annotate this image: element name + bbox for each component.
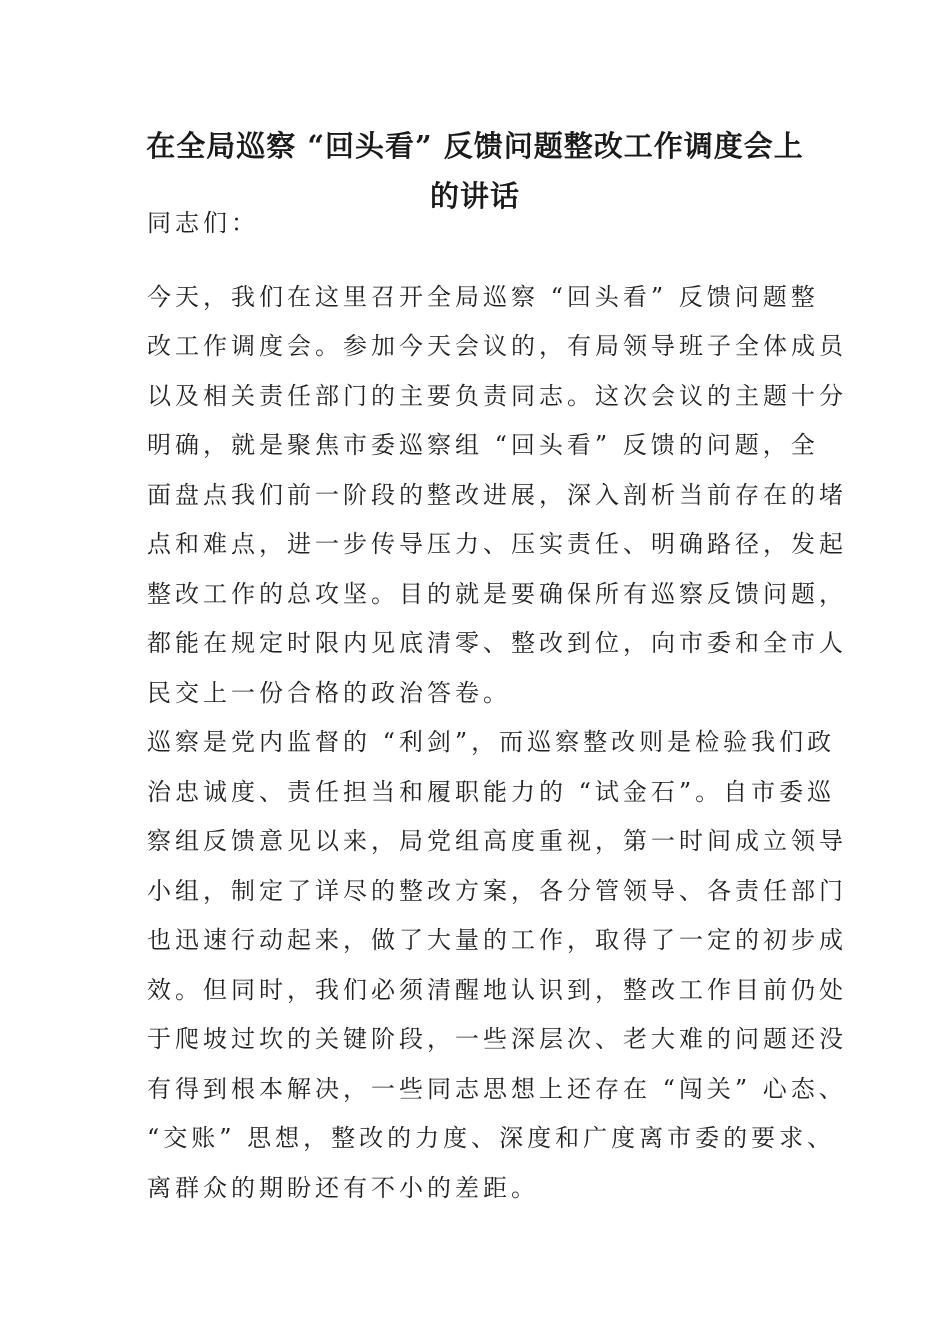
text-line: 有得到根本解决，一些同志思想上还存在 “闯关” 心态、 xyxy=(147,1075,847,1103)
document-title-line-2: 的讲话 xyxy=(429,179,520,213)
text-line: 离群众的期盼还有不小的差距。 xyxy=(147,1174,539,1202)
text-line: 改工作调度会。参加今天会议的，有局领导班子全体成员 xyxy=(147,332,847,360)
text-line: 以及相关责任部门的主要负责同志。这次会议的主题十分 xyxy=(147,382,847,410)
text-line: 面盘点我们前一阶段的整改进展，深入剖析当前存在的堵 xyxy=(147,481,847,509)
document-title-line-1: 在全局巡察 “回头看” 反馈问题整改工作调度会上 xyxy=(146,129,804,163)
text-line: 小组，制定了详尽的整改方案，各分管领导、各责任部门 xyxy=(147,877,847,905)
text-line: 巡察是党内监督的 “利剑”，而巡察整改则是检验我们政 xyxy=(147,728,836,756)
text-line: 整改工作的总攻坚。目的就是要确保所有巡察反馈问题， xyxy=(147,580,847,608)
text-line: 于爬坡过坎的关键阶段，一些深层次、老大难的问题还没 xyxy=(147,1025,847,1053)
text-line: 民交上一份合格的政治答卷。 xyxy=(147,679,511,707)
text-line: 点和难点，进一步传导压力、压实责任、明确路径，发起 xyxy=(147,530,847,558)
text-line: 效。但同时，我们必须清醒地认识到，整改工作目前仍处 xyxy=(147,976,847,1004)
text-line: “交账” 思想，整改的力度、深度和广度离市委的要求、 xyxy=(147,1124,836,1152)
text-line: 都能在规定时限内见底清零、整改到位，向市委和全市人 xyxy=(147,629,847,657)
text-line: 察组反馈意见以来，局党组高度重视，第一时间成立领导 xyxy=(147,827,847,855)
text-line: 同志们： xyxy=(147,209,259,237)
text-line: 今天，我们在这里召开全局巡察 “回头看” 反馈问题整 xyxy=(147,283,819,311)
text-line: 治忠诚度、责任担当和履职能力的 “试金石”。自市委巡 xyxy=(147,778,836,806)
text-line: 也迅速行动起来，做了大量的工作，取得了一定的初步成 xyxy=(147,926,847,954)
text-line: 明确，就是聚焦市委巡察组 “回头看” 反馈的问题，全 xyxy=(147,431,819,459)
